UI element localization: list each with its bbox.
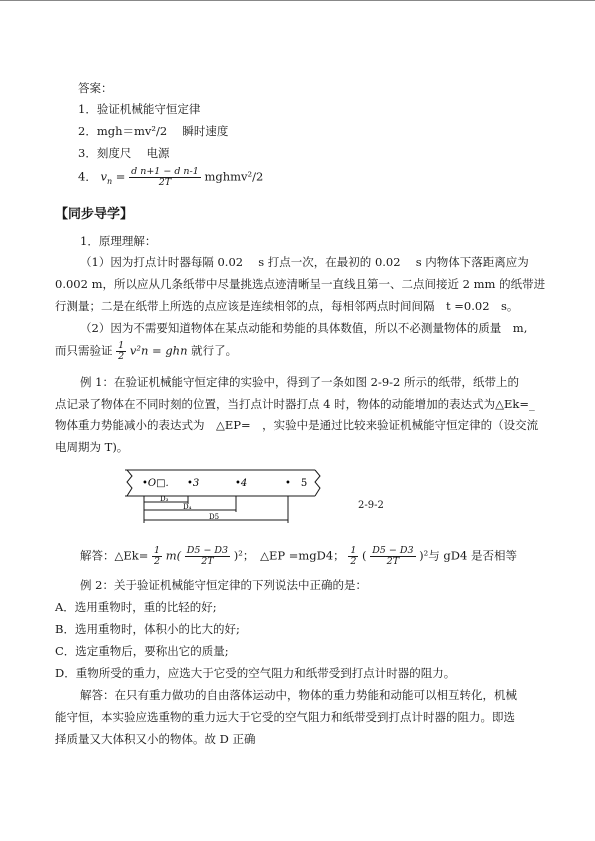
example2-solution-line3: 择质量又大体积又小的物体。故 D 正确 [55, 732, 256, 746]
principle-title: 1．原理理解： [80, 234, 157, 248]
fraction-numerator: d n+1 − d n-1 [131, 166, 199, 177]
half-fraction: $\frac{1}{2}$ [118, 340, 125, 362]
principle-p1-line3: 行测量；二是在纸带上所选的点应该是连续相邻的点，每相邻两点时间间隔 t =0.02 s。 [55, 299, 519, 313]
point-3-label: •3 [187, 478, 200, 489]
section-title: 【同步导学】 [55, 207, 134, 222]
principle-p1-line1: （1）因为打点计时器每隔 0.02 s 打点一次，在最初的 0.02 s 内物体下落距离应为 [80, 255, 529, 269]
example1-line3: 物体重力势能减小的表达式为 △EP= ，实验中是通过比较来验证机械能守恒定律的（设交流 [55, 418, 539, 432]
fraction-denominator: 2T [158, 177, 172, 188]
paper-tape-figure [125, 468, 325, 528]
example2-question: 例 2：关于验证机械能守恒定律的下列说法中正确的是： [80, 578, 367, 592]
answer-item-4-v: v [100, 169, 107, 184]
solution1-fraction-b [370, 546, 415, 567]
answer-item-3: 3．刻度尺 电源 [78, 146, 170, 160]
fraction-denominator: 2T [201, 556, 214, 567]
answer-heading: 答案： [78, 81, 113, 95]
solution1-line: 解答：△Ek= $\frac{1}{2}$ m( $\frac{D5 - D3}{2T}$ )²； △EP =mgD4； $\frac{1}{2}$ ( $\frac{D5 - D3}{2T}$ )²与 gD4 是否相等 [80, 545, 517, 567]
fraction-numerator: D5 − D3 [372, 545, 414, 556]
fraction-denominator: 2T [386, 556, 400, 567]
principle-p1-line2: 0.002 m，所以应从几条纸带中尽量挑选点迹清晰呈一直线且第一、二点间接近 2 mm 的纸带进 [55, 277, 546, 291]
answer-item-4-vsub: n [106, 176, 113, 186]
d5-label: D5 [209, 513, 220, 521]
tape-left-tear [127, 470, 132, 496]
tape-right-tear [315, 470, 320, 496]
example2-solution-line1: 解答：在只有重力做功的自由落体运动中，物体的重力势能和动能可以相互转化，机械 [80, 688, 517, 702]
example1-line2: 点记录了物体在不同时刻的位置，当打点计时器打点 4 时，物体的动能增加的表达式为△Ek=_ [55, 397, 535, 411]
principle-p2-line2 [55, 341, 237, 362]
answer-item-4-prefix: 4． [78, 169, 97, 184]
answer-item-4: 4． $v_n$ = $\frac{\text{d n+1 − d n-1}}{2T}$ mghmv²/2 [78, 166, 264, 188]
example2-option-c: C．选定重物后，要称出它的质量; [55, 644, 229, 658]
d4-label: D₄ [183, 503, 192, 511]
verify-formula: v²n = ghn [129, 343, 188, 358]
solution1-close1: )²； △EP =mgD4； [233, 548, 345, 563]
verify-prefix: 而只需验证 [55, 343, 113, 358]
solution1-half: $\frac{1}{2}$ [154, 545, 161, 567]
figure-label: 2-9-2 [358, 500, 384, 511]
point-5-label: • 5 [285, 478, 308, 489]
example1-line4: 电周期为 T)。 [55, 440, 129, 454]
answer-item-2: 2．mgh＝mv²/2 瞬时速度 [78, 124, 229, 138]
solution1-prefix: 解答：△Ek= [80, 548, 149, 563]
example2-solution-line2: 能守恒，本实验应选重物的重力远大于它受的空气阻力和纸带受到打点计时器的阻力。即选 [55, 710, 515, 724]
d3-label: D₃ [160, 495, 169, 503]
solution1-half-b: $\frac{1}{2}$ [350, 545, 357, 567]
example2-option-b: B．选用重物时，体积小的比大的好; [55, 622, 240, 636]
answer-item-1: 1．验证机械能守恒定律 [78, 102, 201, 116]
principle-p2-line1: （2）因为不需要知道物体在某点动能和势能的具体数值，所以不必测量物体的质量 m, [80, 321, 528, 335]
example1-line1: 例 1：在验证机械能守恒定律的实验中，得到了一条如图 2-9-2 所示的纸带，纸带上的 [80, 375, 520, 389]
point-o-label: •O□. [142, 478, 169, 489]
solution1-close2: )²与 gD4 是否相等 [419, 548, 517, 563]
answer-item-4-suffix: mghmv²/2 [204, 169, 264, 184]
solution1-fraction-a [185, 546, 230, 567]
solution1-m: m( [165, 548, 182, 563]
fraction-numerator: D5 − D3 [186, 545, 229, 556]
page-top-rule [0, 0, 595, 1]
point-4-label: •4 [235, 478, 248, 489]
example2-option-a: A．选用重物时，重的比轻的好; [55, 600, 217, 614]
example2-option-d: D．重物所受的重力，应选大于它受的空气阻力和纸带受到打点计时器的阻力。 [55, 666, 456, 680]
verify-suffix: 就行了。 [191, 343, 238, 358]
answer-item-4-fraction [129, 167, 201, 188]
